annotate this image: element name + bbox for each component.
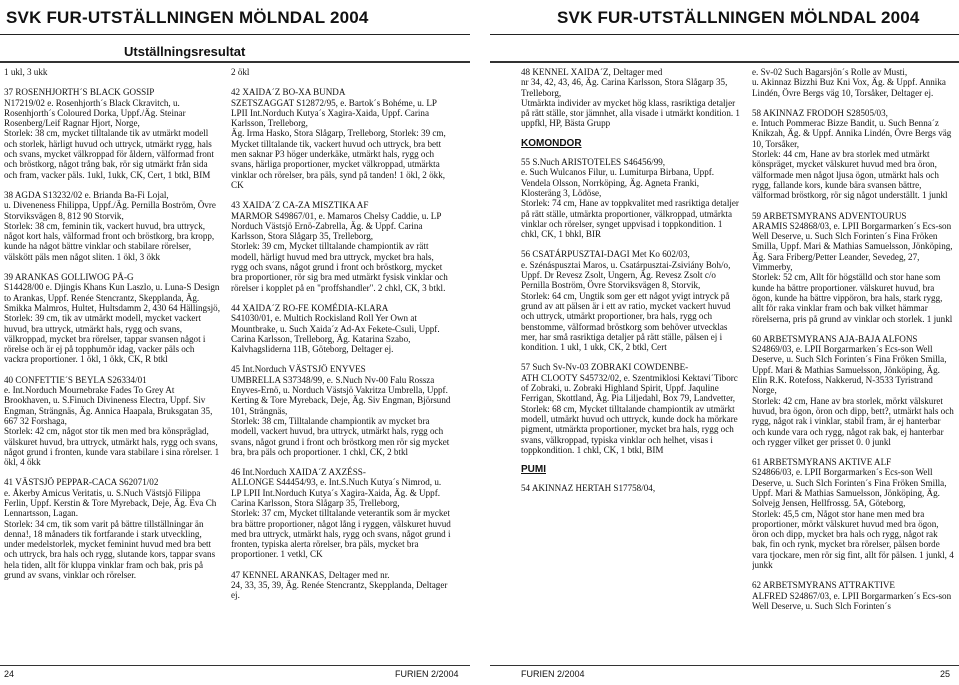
entry-pedigree: SZETSZAGGAT S12872/95, e. Bartok´s Bohéme, u. LP LPII Int.Norduch Kutya´s Xagira-Xaida, Uppf. Carina Karlsson, Trelleborg, (231, 97, 437, 129)
entry-pedigree: nr 34, 42, 43, 46, Äg. Carina Karlsson, Stora Slågarp 35, Trelleborg, (521, 77, 728, 98)
header-rule-left (0, 34, 470, 35)
header-left-title: SVK FUR-UTSTÄLLNINGEN MÖLNDAL 2004 (6, 8, 369, 27)
entry-pedigree: ALFRED S24867/03, e. LPII Borgarmarken´s Ecs-son Well Deserve, u. Such Slch Forinten´s (752, 590, 952, 611)
entry-critique: Storlek: 64 cm, Ungtik som ger ett något yvigt intryck på grund av att pälsen är i ett av ratio, mycket vackert huvud och uttryck, utmärkt proportioner, bra hals, rygg och benstomme, välformad bröstkorg som behöver utvecklas mer, har små rasriktiga detaljer på rätt ställe, pälsen ej i kondition. 1 ukl, 1 ukk, CK, 2 btkl, Cert (521, 290, 731, 353)
dog-entry (231, 87, 451, 190)
entry-heading: 62 ARBETSMYRANS ATTRAKTIVE (752, 580, 895, 591)
section-title: Utställningsresultat (124, 44, 246, 59)
dog-entry (231, 303, 451, 354)
entries (521, 67, 741, 129)
entry-pedigree: S24869/03, e. LPII Borgarmarken´s Ecs-son Well Deserve, u. Such Slch Forinten´s Fina Fröken Smilla, Uppf. Mari & Mathias Samuelsson, Jönköping, Äg. Elin R.K. Rotefoss, Nakkerud, N-3533 Tyristrand Norge, (752, 344, 947, 396)
dog-entry (4, 87, 220, 180)
dog-entry (231, 570, 451, 601)
dog-entry (752, 108, 954, 201)
column-4 (752, 67, 954, 667)
entry-heading: 56 CSATÁRPUSZTAI-DAGI Met Ko 602/03, (521, 249, 690, 260)
entry-heading: 45 Int.Norduch VÄSTSJÖ ENYVES (231, 364, 366, 375)
entry-critique: Storlek: 74 cm, Hane av toppkvalitet med rasriktiga detaljer på rätt ställe, utmärkta proportioner, välkroppad, utmärkta vinklar och rörelser, synget uppvisad i toppkondition. 1 chkl, CK, 1 bhkl, BIR (521, 198, 739, 240)
entry-pedigree: S24866/03, e. LPII Borgarmarken´s Ecs-son Well Deserve, u. Such Slch Forinten´s Fina Fröken Smilla, Uppf. Mari & Mathias Samuelsson, Jönköping, Äg. Solvejg Jensen, Hellfrossg. 5A, Göteborg, (752, 467, 947, 509)
breed-heading-komondor: KOMONDOR (521, 137, 582, 149)
entry-heading: 54 AKINNAZ HERTAH S17758/04, (521, 483, 656, 494)
entry-critique: Äg. Irma Hasko, Stora Slågarp, Trelleborg, Storlek: 39 cm, Mycket tilltalande tik, vackert huvud och uttryck, bra bett men saknar P3 höger underkäke, utmärkt hals, rygg och svans, härliga proportioner, mycket välkroppad, utmärkta vinklar och rörelser, bra päls, synd på tanden! 1 ökl, 2 ökk, CK (231, 128, 446, 190)
dog-entry (521, 67, 741, 129)
entry-pedigree: 24, 33, 35, 39, Äg. Renée Stencrantz, Skepplanda, Deltager ej. (231, 580, 448, 601)
entry-heading: 61 ARBETSMYRANS AKTIVE ALF (752, 457, 892, 468)
dog-entry (4, 272, 220, 365)
entry-critique: Storlek: 38 cm, mycket tilltalande tik av utmärkt modell och storlek, härligt huvud och uttryck, utmärkt rygg, hals och svans, mycket välkroppad för åldern, välformad front och bröstkorg, något trång bak, rör sig utmärkt från sida och fram, vacker päls. 1ukl, 1ukk, CK, Cert, 1 btkl, BIM (4, 128, 214, 180)
footer-rule-left (0, 665, 470, 666)
entry-critique: Storlek: 68 cm, Mycket tilltalande championtik av utmärkt modell, utmärkt huvud och uttryck, kunde dock ha mörkare pigment, utmärkta proportioner, mycket bra hals, rygg och svans, välkroppad, typiska vinklar och helhet, visas i toppkondition. 1 chkl, CK, 1 btkl, BIM (521, 403, 738, 455)
entry-pedigree: ALLONGE S44454/93, e. Int.S.Nuch Kutya´s Nimrod, u. LP LPII Int.Norduch Kutya´s Xagira-Xaida, Äg. & Uppf. Carina Karlsson, Stora Slågarp 35, Trelleborg, (231, 477, 442, 508)
entries (231, 87, 451, 600)
entry-critique: Storlek: 42 cm, Hane av bra storlek, mörkt välskuret huvud, bra ögon, öron och dipp, bett?, utmärkt hals och rygg, något rak i vinklar, stabil fram, är ej hanterbar och kunde vara och rygg, något rak bak, ej hanterbar och rygger vilket ger prisset 0. 0 junkl (752, 395, 954, 447)
entry-pedigree: e. Szénáspusztai Maros, u. Csatárpusztai-Zsiviány Boh/o, Uppf. Dr Revesz Zsolt, Ungern, Äg. Revesz Zsolt c/o Pernilla Boström, Övre Storviksvägen 8, Storvik, (521, 259, 731, 291)
entry-pedigree: u. Akinnaz Bizzhi Buz Kni Vox, Äg. & Uppf. Annika Lindén, Övre Bergs väg 10, Torsåker, Deltager ej. (752, 77, 946, 98)
entry-pedigree: N17219/02 e. Rosenhjorth´s Black Ckravitch, u. Rosenhjorth´s Coloured Dorka, Uppf./Äg. Steinar Rosenberg/Leif Ragnar Hjort, Norge, (4, 97, 186, 129)
entry-pedigree: MARMOR S49867/01, e. Mamaros Chelsy Caddie, u. LP Norduch Västsjö Ernö-Zabrella, Äg. & Uppf. Carina Karlsson, Stora Slågarp 35, Trelleborg, (231, 210, 442, 242)
section-rule-left (0, 61, 470, 63)
page-number-left: 24 (4, 669, 15, 679)
column-top-award: 2 ökl (231, 67, 250, 77)
entry-heading: 48 KENNEL XAIDA´Z, Deltager med (521, 67, 663, 77)
entry-heading: 42 XAIDA´Z BO-XA BUNDA (231, 87, 346, 98)
entry-critique: Storlek: 38 cm, feminin tik, vackert huvud, bra uttryck, något kort hals, välformad front och bröstkorg, bra kropp, kunde ha något bättre vinklar och stabilare rörelser, välskött päls men något sliten. 1 ökl, 3 ökk (4, 220, 215, 262)
entry-heading: 47 KENNEL ARANKAS, Deltager med nr. (231, 569, 390, 580)
entry-pedigree: e. Åkerby Amicus Veritatis, u. S.Nuch Västsjö Filippa Ferlin, Uppf. Kerstin & Tore Myreback, Deje, Äg. Eva Ch Lennartsson, Lagan. (4, 487, 217, 519)
column-2 (231, 67, 451, 667)
dog-entry (231, 467, 451, 560)
entry-critique: Storlek: 38 cm, Tilltalande championtik av mycket bra modell, vackert huvud, bra uttryck, utmärkt hals, rygg och svans, något grund i front och bröstkorg men rör sig mycket bra, bra päls och proportioner. 1 chkl, CK, 2 btkl (231, 415, 450, 457)
entry-heading: 40 CONFETTIE´S BEYLA S26334/01 (4, 374, 147, 385)
entry-critique: Storlek: 45,5 cm, Något stor hane men med bra proportioner, mörkt välskuret huvud med bra ögon, öron och dipp, mycket bra hals och rygg, något rak bak, fin och rynk, mycket bra rörelser, pälsen borde vara tjockare, men rör sig fint, allt för pälsen. 1 junkl, 4 junkk (752, 508, 954, 571)
entry-heading: 46 Int.Norduch XAIDA´Z AXZÉSS- (231, 467, 366, 478)
header-right-title: SVK FUR-UTSTÄLLNINGEN MÖLNDAL 2004 (557, 8, 920, 27)
entry-critique: Storlek: 42 cm, något stor tik men med bra könspräglad, välskuret huvud, bra uttryck, utmärkt hals, rygg och svans, något grund i fronten, kunde vara stabilare i sina rörelser. 1 ökl, 4 ökk (4, 426, 220, 468)
breed-heading-pumi: PUMI (521, 464, 546, 476)
entry-critique: Storlek: 52 cm, Allt för högställd och stor hane som kunde ha bättre proportioner. välskuret huvud, bra ögon, kunde ha bättre vippöron, bra hals, stark rygg, allt för raka vinklar fram och bak vilket hämmar rörelserna, pris på grund av vinklar och storlek. 1 junkl (752, 272, 953, 324)
entry-pedigree: ARAMIS S24868/03, e. LPII Borgarmarken´s Ecs-son Well Deserve, u. Such Slch Forinten´s Fina Fröken Smilla, Uppf. Mari & Mathias Samuelsson, Jönköping, Äg. Sara Friberg/Petter Leander, Sevedeg, 27, Vimmerby, (752, 220, 953, 273)
entry-pedigree: e. Int.Norduch Mournebrake Fades To Grey At Brookhaven, u. S.Finuch Divineness Electra, Uppf. Siv Engman, Strängnäs, Äg. Annica Haapala, Bruksgatan 35, 667 32 Forshaga, (4, 385, 213, 426)
dog-entry (521, 249, 741, 352)
entries (521, 157, 741, 455)
entries (4, 87, 220, 580)
entry-heading: e. Sv-02 Such Bagarsjön´s Rolle av Musti, (752, 67, 908, 77)
entry-critique: Storlek: 44 cm, Hane av bra storlek med utmärkt könspräget, mycket välskuret huvud med bra öron, välformade men något ljusa ögon, utmärkt hals och rygg, fallande kors, kunde bära svansen bättre, välformad bröstkorg, rör sig något underställt. 1 junkl (752, 149, 948, 201)
dog-entry (231, 200, 451, 293)
dog-entry (4, 375, 220, 468)
entries (752, 67, 954, 611)
entry-heading: 38 AGDA S13232/02 e. Brianda Ba-Fi Lojal, (4, 189, 169, 200)
entry-critique: Storlek: 34 cm, tik som varit på bättre tillställningar än denna!, 18 månaders tik fortfarande i stark utveckling, under medelstorlek, mycket feminint huvud med bra bett och uttryck, bra hals och rygg, slutande kors, tappar svans hela tiden, allt för kluppa vinklar fram och bak, pris på grund av svans, vinklar och rörelser. (4, 518, 216, 581)
dog-entry (752, 211, 954, 324)
dog-entry (752, 67, 954, 98)
entry-pedigree: UMBRELLA S37348/99, e. S.Nuch Nv-00 Falu Rossza Enyves-Ernö, u. Norduch Västsjö Vakritza Umbrella, Uppf. Kerting & Tore Myreback, Deje, Äg. Siv Engman, Björsund 101, Strängnäs, (231, 374, 451, 416)
entry-heading: 44 XAIDA´Z RO-FE KOMÉDIA-KLARA (231, 302, 389, 313)
entry-critique: Storlek: 39 cm, tik av utmärkt modell, mycket vackert huvud, bra uttryck, utmärkt hals, rygg och svans, välkroppad, mycket bra rörelser, tappar svansen något i rörelse och är ej på topphumör idag, vacker päls och vackra proportioner. 1 ökl, 1 ökk, CK, R btkl (4, 313, 206, 365)
entry-pedigree: S14428/00 e. Djingis Khans Kun Laszlo, u. Luna-S Design to Arankas, Uppf. Renée Stencrantz, Skepplanda, Äg. Smikka Malmros, Hultet, Hultsdamm 2, 430 64 Hällingsjö, (4, 282, 220, 313)
dog-entry (521, 157, 741, 239)
dog-entry (4, 477, 220, 580)
entry-heading: 55 S.Nuch ARISTOTELES S46456/99, (521, 157, 666, 168)
entry-heading: 43 XAIDA´Z CA-ZA MISZTIKA AF (231, 200, 369, 211)
entry-pedigree: u. Diveneness Fhilippa, Uppf./Äg. Pernilla Boström, Övre Storviksvägen 8, 812 90 Storvik, (4, 200, 216, 221)
column-3 (521, 67, 741, 667)
entry-pedigree: e. Intuch Pommerac Bizze Bandit, u. Such Benna´z Knikzah, Äg. & Uppf. Annika Lindén, Övre Bergs väg 10, Torsåker, (752, 118, 952, 149)
entry-pedigree: e. Such Wulcanos Filur, u. Lumiturpa Birbana, Uppf. Vendela Olsson, Norrköping, Äg. Agneta Franki, Klosteräng 3, Lödöse, (521, 167, 715, 198)
entry-heading: 37 ROSENHJORTH´S BLACK GOSSIP (4, 87, 155, 98)
column-top-award: 1 ukl, 3 ukk (4, 67, 48, 77)
dog-entry (752, 580, 954, 611)
dog-entry (752, 457, 954, 570)
entry-heading: 60 ARBETSMYRANS AJA-BAJA ALFONS (752, 333, 918, 344)
entry-pedigree: S41030/01, e. Multich Rockisland Roll Yer Own at Mountbrake, u. Such Xaida´z Ad-Ax Fekete-Csuli, Uppf. Carina Karlsson, Trelleborg, Äg. Katarina Szabo, Kalvhagsliderna 11B, Göteborg, Deltager ej. (231, 313, 440, 355)
header-rule-right (490, 34, 959, 35)
dog-entry (521, 362, 741, 455)
section-rule-right (490, 61, 959, 63)
entry-heading: 57 Such Sv-Nv-03 ZOBRAKI COWDENBE- (521, 362, 689, 373)
dog-entry (231, 364, 451, 457)
entry-pedigree: ATH CLOOTY S45732/02, e. Szentmiklosi Kektavi´Tiborc of Zobraki, u. Zobraki Highland Spirit, Uppf. Jaquline Ferrigan, Skottland, Äg. Pia Liljedahl, Box 79, Landvetter, (521, 372, 738, 404)
entries (521, 483, 741, 493)
dog-entry (4, 190, 220, 262)
entry-heading: 41 VÄSTSJÖ PEPPAR-CACA S62071/02 (4, 477, 159, 488)
entry-heading: 58 AKINNAZ FRODOH S28505/03, (752, 107, 888, 118)
footer-rule-right (490, 665, 959, 666)
dog-entry (752, 334, 954, 447)
entry-critique: Storlek: 39 cm, Mycket tilltalande championtik av rätt modell, härligt huvud med bra uttryck, mycket bra hals, rygg och svans, något grund i front och bröstkorg, mycket bra proportioner, rör sig bra med utmärkt fysisk vinklar och rörelser i kopplet på en "proffshandler". 2 chkl, CK, 3 btkl. (231, 241, 448, 293)
publication-right: FURIEN 2/2004 (521, 669, 585, 679)
entry-critique: Storlek: 37 cm, Mycket tilltalande veterantik som är mycket bra bättre proportioner, något lång i ryggen, välskuret huvud med bra uttryck, utmärkt hals, rygg och svans, något grund i fronten, typiska alerta rörelser, bra päls, mycket bra proportioner. 1 vetkl, CK (231, 508, 451, 560)
publication-left: FURIEN 2/2004 (395, 669, 459, 679)
entry-critique: Utmärkta individer av mycket hög klass, rasriktiga detaljer på rätt ställe, stor jämnhet, alla visade i utmärkt kondition. 1 uppfkl, HP, Bästa Grupp (521, 97, 740, 129)
entry-heading: 39 ARANKAS GOLLIWOG PÅ-G (4, 272, 134, 283)
dog-entry (521, 483, 741, 493)
page-number-right: 25 (940, 669, 951, 679)
entry-heading: 59 ARBETSMYRANS ADVENTOURUS (752, 210, 907, 221)
column-1 (4, 67, 220, 667)
